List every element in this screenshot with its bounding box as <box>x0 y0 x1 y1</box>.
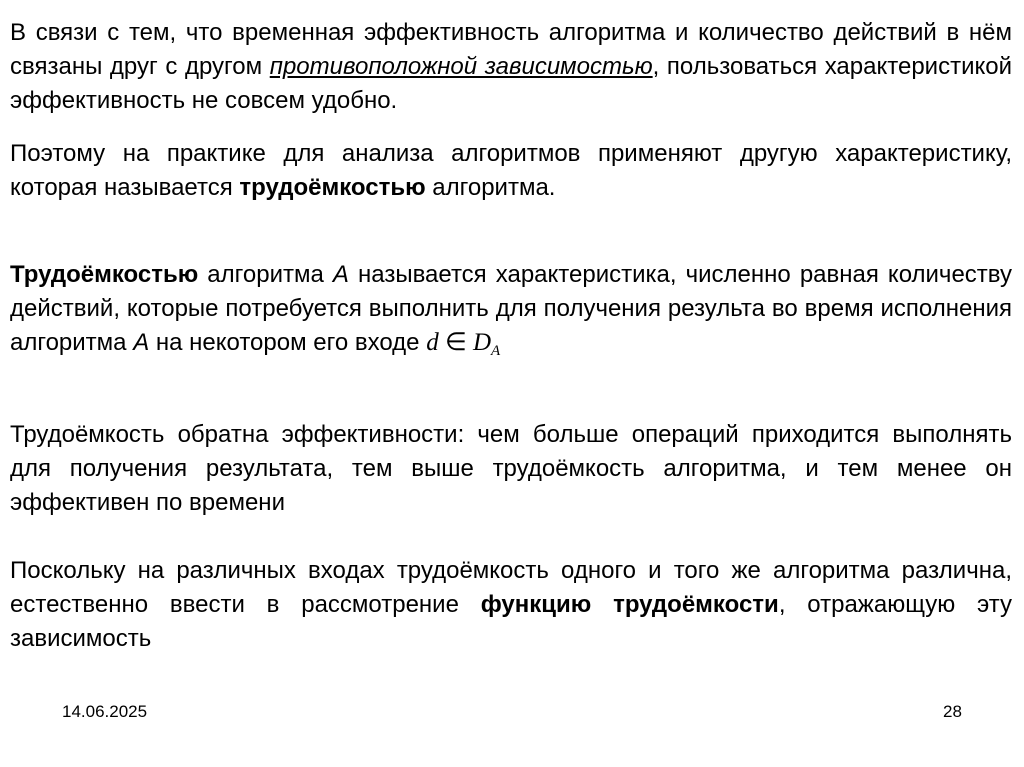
formula-subscript: A <box>491 343 501 359</box>
definition-term: Трудоёмкостью <box>10 261 199 288</box>
footer-date: 14.06.2025 <box>62 702 148 721</box>
formula-set: D <box>472 329 492 356</box>
definition-text-c: на некотором его входе <box>149 329 427 356</box>
emphasis-inverse-dependence: противоположной зависимостью <box>269 53 653 80</box>
paragraph-practice-text-b: алгоритма. <box>425 174 556 201</box>
paragraph-practice-text-a: Поэтому на практике для анализа алгоритмов применяют другую характеристику, которая называется <box>10 140 1012 201</box>
paragraph-inverse-relation <box>10 418 1012 520</box>
paragraph-definition <box>10 258 1012 360</box>
algorithm-variable: A <box>332 261 349 288</box>
paragraph-function-text-b: , отражающую эту зависимость <box>10 591 1013 652</box>
paragraph-intro-text-a: В связи с тем, что временная эффективность алгоритма и количество действий в нём связаны друг с другом <box>10 19 1012 80</box>
formula-variable: d <box>426 329 439 356</box>
paragraph-intro <box>10 16 1012 118</box>
paragraph-practice <box>10 137 1012 205</box>
term-labor-intensity: трудоёмкостью <box>239 174 426 201</box>
paragraph-function-text-a: Поскольку на различных входах трудоёмкость одного и того же алгоритма различна, естественно ввести в рассмотрение <box>10 557 1012 618</box>
paragraph-intro-text-b: , пользоваться характеристикой эффективность не совсем удобно. <box>10 53 1012 114</box>
paragraph-function <box>10 554 1012 656</box>
element-of-symbol: ∈ <box>444 329 467 356</box>
input-set-formula <box>426 329 501 359</box>
paragraph-inverse-relation-text: Трудоёмкость обратна эффективности: чем больше операций приходится выполнять для получения результата, тем выше трудоёмкость алгоритма, и тем менее он эффективен по времени <box>10 421 1012 516</box>
page-number: 28 <box>943 702 962 721</box>
definition-text-a: алгоритма <box>198 261 333 288</box>
term-labor-intensity-function: функцию трудоёмкости <box>480 591 779 618</box>
definition-text-b: называется характеристика, численно равная количеству действий, которые потребуется выполнить для получения результа во время исполнения алгоритма <box>10 261 1013 356</box>
algorithm-variable-2: A <box>133 329 150 356</box>
